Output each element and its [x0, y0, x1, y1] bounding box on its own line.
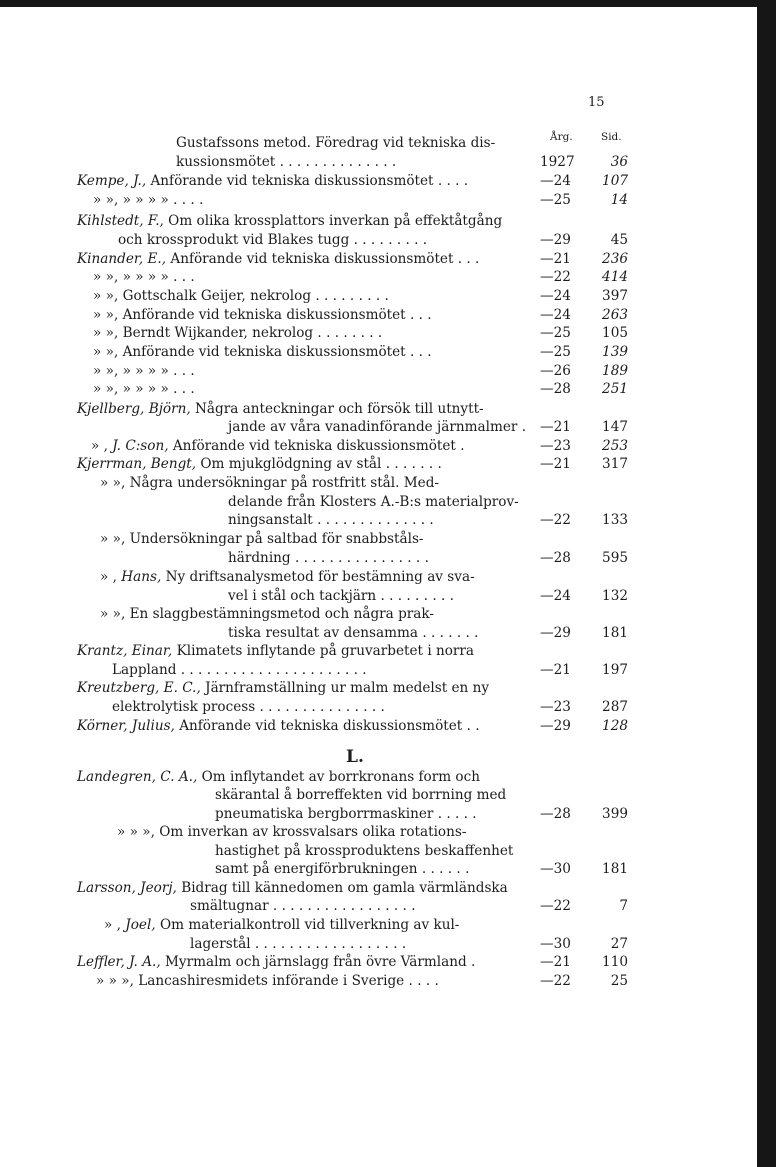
entry-page: 263: [602, 307, 628, 323]
entry-title: Lappland: [112, 662, 177, 678]
index-line: [0, 860, 757, 879]
entry-author: Kreutzberg, E. C.,: [77, 680, 201, 696]
leader-dots: . . . . . . .: [418, 625, 479, 641]
entry-page: 287: [602, 699, 628, 715]
entry-text: [190, 897, 416, 916]
entry-text: [91, 437, 465, 456]
entry-text: [118, 231, 427, 250]
index-line: [0, 212, 757, 231]
entry-title: härdning: [228, 550, 291, 566]
entry-year: —21: [540, 662, 571, 678]
index-line: [0, 418, 757, 437]
index-line: [0, 400, 757, 419]
entry-text: [100, 568, 475, 587]
scan-border-top: [0, 0, 776, 7]
leader-dots: . . .: [453, 251, 480, 267]
index-line: [0, 879, 757, 898]
entry-text: [77, 717, 480, 736]
entry-page: 197: [602, 662, 628, 678]
entry-year: —28: [540, 381, 571, 397]
entry-page: 128: [602, 718, 628, 734]
entry-author: Kinander, E.,: [77, 251, 167, 267]
index-line: [0, 935, 757, 954]
entry-page: 139: [602, 344, 628, 360]
entry-title: skärantal å borreffekten vid borrning med: [215, 787, 507, 803]
entry-text: [93, 380, 195, 399]
entry-year: —21: [540, 456, 571, 472]
leader-dots: . . .: [168, 363, 195, 379]
entry-year: —25: [540, 192, 571, 208]
entry-page: 7: [619, 898, 628, 914]
index-line: [0, 605, 757, 624]
entry-text: [228, 624, 479, 643]
entry-year: —28: [540, 806, 571, 822]
index-line: [0, 324, 757, 343]
index-line: [0, 805, 757, 824]
index-line: [0, 362, 757, 381]
entry-year: —23: [540, 699, 571, 715]
entry-page: 251: [602, 381, 628, 397]
entry-text: [93, 287, 389, 306]
index-line: [0, 698, 757, 717]
entry-text: [93, 324, 382, 343]
entry-text: [190, 935, 406, 954]
entry-year: —21: [540, 954, 571, 970]
entry-title: » », Undersökningar på saltbad för snabbståls-: [100, 531, 424, 547]
entry-title: elektrolytisk process: [112, 699, 256, 715]
entry-year: —22: [540, 512, 571, 528]
entry-title: » ,: [100, 569, 122, 585]
leader-dots: . . . . . . . .: [313, 325, 383, 341]
entry-page: 181: [602, 861, 628, 877]
entry-title: » » », Om inverkan av krossvalsars olika rotations-: [117, 824, 467, 840]
entry-year: —25: [540, 325, 571, 341]
entry-page: 25: [610, 973, 628, 989]
index-line: [0, 306, 757, 325]
index-line: [0, 268, 757, 287]
leader-dots: . . . . . . . . . . . . . .: [312, 512, 434, 528]
entry-year: —24: [540, 288, 571, 304]
leader-dots: . . .: [405, 307, 432, 323]
section-letter: L.: [346, 747, 364, 767]
entry-title: Anförande vid tekniska diskussionsmötet .: [168, 438, 465, 454]
leader-dots: . . . . . . . . . . . . . . . .: [290, 550, 429, 566]
entry-text: [77, 953, 475, 972]
index-line: [0, 679, 757, 698]
entry-page: 317: [602, 456, 628, 472]
leader-dots: . . . . . .: [417, 861, 470, 877]
entry-year: —28: [540, 550, 571, 566]
index-line: [0, 786, 757, 805]
entry-title: » ,: [91, 438, 113, 454]
column-header-page: Sid.: [601, 131, 622, 143]
entry-text: [215, 842, 513, 861]
index-line: [0, 231, 757, 250]
entry-title: » », Några undersökningar på rostfritt stål. Med-: [100, 475, 440, 491]
leader-dots: . . . .: [168, 192, 204, 208]
index-line: [0, 661, 757, 680]
entry-title: » », » » » »: [93, 363, 169, 379]
entry-year: —22: [540, 898, 571, 914]
entry-text: [228, 493, 519, 512]
leader-dots: . . . . . . .: [381, 456, 442, 472]
entry-year: —23: [540, 438, 571, 454]
index-line: [0, 287, 757, 306]
entry-title: Gustafssons metod. Föredrag vid tekniska dis-: [176, 135, 496, 151]
index-line: [0, 916, 757, 935]
scan-border-right: [757, 0, 776, 1167]
entry-title: Anförande vid tekniska diskussionsmötet: [174, 718, 463, 734]
entry-page: 189: [602, 363, 628, 379]
entry-title: » », » » » »: [93, 269, 169, 285]
leader-dots: . . . . . . . . . . . . . . . . .: [268, 898, 416, 914]
entry-text: [215, 860, 469, 879]
leader-dots: . . . .: [404, 973, 439, 989]
entry-page: 14: [610, 192, 628, 208]
index-line: [0, 343, 757, 362]
index-line: [0, 842, 757, 861]
entry-text: [77, 250, 479, 269]
entry-page: 399: [602, 806, 628, 822]
entry-author: Kempe, J.,: [77, 173, 147, 189]
entry-text: [77, 642, 474, 661]
index-line: [0, 493, 757, 512]
entry-year: —26: [540, 363, 571, 379]
index-line: [0, 455, 757, 474]
entry-page: 107: [602, 173, 628, 189]
entry-title: smältugnar: [190, 898, 269, 914]
entry-page: 414: [602, 269, 628, 285]
entry-year: —24: [540, 307, 571, 323]
entry-title: Några anteckningar och försök till utnytt-: [190, 401, 484, 417]
leader-dots: .: [517, 419, 527, 435]
entry-text: [215, 786, 506, 805]
entry-title: delande från Klosters A.-B:s materialprov-: [228, 494, 519, 510]
entry-text: [228, 549, 429, 568]
leader-dots: . . .: [168, 381, 195, 397]
index-line: [0, 823, 757, 842]
index-line: [0, 568, 757, 587]
column-header-year: Årg.: [550, 131, 573, 143]
page-number: 15: [588, 95, 605, 110]
entry-title: Ny driftsanalysmetod för bestämning av sva-: [161, 569, 475, 585]
entry-page: 36: [610, 154, 628, 170]
index-line: [0, 191, 757, 210]
index-line: [0, 134, 757, 153]
entry-title: tiska resultat av densamma: [228, 625, 418, 641]
entry-title: samt på energiförbrukningen: [215, 861, 418, 877]
entry-title: pneumatiska bergborrmaskiner: [215, 806, 434, 822]
entry-year: —30: [540, 861, 571, 877]
entry-year: 1927: [540, 154, 575, 170]
entry-author: Larsson, Jeorj,: [77, 880, 177, 896]
index-line: [0, 549, 757, 568]
entry-text: [77, 400, 484, 419]
entry-title: » », » » » »: [93, 192, 169, 208]
leader-dots: . . . .: [433, 173, 469, 189]
entry-year: —29: [540, 625, 571, 641]
entry-text: [228, 587, 454, 606]
entry-title: och krossprodukt vid Blakes tugg: [118, 232, 350, 248]
entry-text: [215, 805, 477, 824]
entry-text: [77, 455, 442, 474]
entry-year: —22: [540, 973, 571, 989]
entry-text: [100, 530, 424, 549]
entry-page: 595: [602, 550, 628, 566]
entry-year: —29: [540, 232, 571, 248]
entry-author: Joel,: [125, 917, 156, 933]
entry-title: » », Anförande vid tekniska diskussionsmötet: [93, 307, 406, 323]
index-line: [0, 953, 757, 972]
leader-dots: . . .: [405, 344, 432, 360]
entry-author: J. C:son,: [112, 438, 169, 454]
entry-page: 147: [602, 419, 628, 435]
entry-year: —21: [540, 419, 571, 435]
index-line: [0, 511, 757, 530]
index-line: [0, 587, 757, 606]
entry-title: Klimatets inflytande på gruvarbetet i norra: [172, 643, 475, 659]
index-line: [0, 153, 757, 172]
leader-dots: . . . . . . . . .: [376, 588, 454, 604]
entry-title: Järnframställning ur malm medelst en ny: [200, 680, 490, 696]
index-line: [0, 172, 757, 191]
entry-title: » » », Lancashiresmidets införande i Sverige: [96, 973, 405, 989]
entry-title: » », Berndt Wijkander, nekrolog: [93, 325, 314, 341]
entry-text: [77, 679, 489, 698]
entry-title: hastighet på krossproduktens beskaffenhet: [215, 843, 514, 859]
entry-page: 110: [602, 954, 628, 970]
entry-year: —30: [540, 936, 571, 952]
leader-dots: . . .: [168, 269, 195, 285]
entry-text: [104, 916, 459, 935]
entry-text: [100, 474, 439, 493]
leader-dots: . . . . . . . . . . . . . . . . . .: [250, 936, 407, 952]
entry-title: Om mjukglödgning av stål: [196, 456, 382, 472]
entry-text: [77, 768, 480, 787]
entry-text: [228, 511, 434, 530]
entry-title: Om olika krossplattors inverkan på effektåtgång: [163, 213, 503, 229]
entry-year: —24: [540, 588, 571, 604]
entry-page: 132: [602, 588, 628, 604]
entry-text: [93, 306, 432, 325]
entry-author: Krantz, Einar,: [77, 643, 173, 659]
entry-title: jande av våra vanadinförande järnmalmer: [228, 419, 518, 435]
index-line: [0, 717, 757, 736]
entry-text: [93, 362, 195, 381]
index-line: [0, 642, 757, 661]
entry-author: Kjerrman, Bengt,: [77, 456, 197, 472]
entry-year: —25: [540, 344, 571, 360]
index-line: [0, 624, 757, 643]
entry-text: [176, 153, 396, 172]
entry-author: Kihlstedt, F.,: [77, 213, 164, 229]
index-line: [0, 474, 757, 493]
leader-dots: . . . . . . . . . . . . . .: [275, 154, 397, 170]
entry-title: Anförande vid tekniska diskussionsmötet: [146, 173, 434, 189]
entry-title: » », En slaggbestämningsmetod och några prak-: [100, 606, 435, 622]
entry-title: » », Anförande vid tekniska diskussionsmötet: [93, 344, 406, 360]
index-line: [0, 897, 757, 916]
entry-text: [112, 698, 385, 717]
entry-title: » ,: [104, 917, 126, 933]
leader-dots: . . . . . . . . .: [349, 232, 428, 248]
entry-author: Körner, Julius,: [77, 718, 175, 734]
entry-author: Kjellberg, Björn,: [77, 401, 191, 417]
entry-title: » », » » » »: [93, 381, 169, 397]
entry-text: [77, 879, 508, 898]
entry-text: [77, 212, 502, 231]
entry-title: Om inflytandet av borrkronans form och: [197, 769, 480, 785]
index-line: [0, 250, 757, 269]
entry-year: —24: [540, 173, 571, 189]
entry-year: —21: [540, 251, 571, 267]
leader-dots: . . . . . . . . .: [311, 288, 389, 304]
leader-dots: . .: [462, 718, 480, 734]
entry-title: Bidrag till kännedomen om gamla värmländska: [176, 880, 508, 896]
entry-page: 397: [602, 288, 628, 304]
entry-title: » », Gottschalk Geijer, nekrolog: [93, 288, 312, 304]
entry-author: Leffler, J. A.,: [77, 954, 161, 970]
entry-text: [96, 972, 439, 991]
entry-text: [117, 823, 466, 842]
entry-title: Anförande vid tekniska diskussionsmötet: [166, 251, 454, 267]
entry-text: [228, 418, 526, 437]
entry-text: [112, 661, 367, 680]
index-line: [0, 972, 757, 991]
entry-title: vel i stål och tackjärn: [228, 588, 377, 604]
leader-dots: . . . . . . . . . . . . . . . . . . . . . .: [176, 662, 367, 678]
entry-text: [176, 134, 495, 153]
entry-year: —22: [540, 269, 571, 285]
leader-dots: . . . . . . . . . . . . . . .: [255, 699, 385, 715]
entry-text: [93, 343, 432, 362]
entry-author: Landegren, C. A.,: [77, 769, 198, 785]
index-line: [0, 380, 757, 399]
index-line: [0, 530, 757, 549]
entry-page: 27: [610, 936, 628, 952]
leader-dots: . . . . .: [433, 806, 477, 822]
entry-text: [100, 605, 434, 624]
entry-title: ningsanstalt: [228, 512, 313, 528]
index-line: [0, 768, 757, 787]
entry-author: Hans,: [121, 569, 162, 585]
entry-title: lagerstål: [190, 936, 251, 952]
entry-page: 45: [610, 232, 628, 248]
entry-title: Om materialkontroll vid tillverkning av kul-: [155, 917, 460, 933]
entry-page: 105: [602, 325, 628, 341]
entry-text: [93, 268, 195, 287]
entry-title: kussionsmötet: [176, 154, 276, 170]
entry-year: —29: [540, 718, 571, 734]
entry-page: 253: [602, 438, 628, 454]
entry-page: 133: [602, 512, 628, 528]
entry-text: [77, 172, 468, 191]
entry-page: 181: [602, 625, 628, 641]
entry-text: [93, 191, 203, 210]
index-line: [0, 437, 757, 456]
entry-title: Myrmalm och järnslagg från övre Värmland .: [160, 954, 476, 970]
entry-page: 236: [602, 251, 628, 267]
